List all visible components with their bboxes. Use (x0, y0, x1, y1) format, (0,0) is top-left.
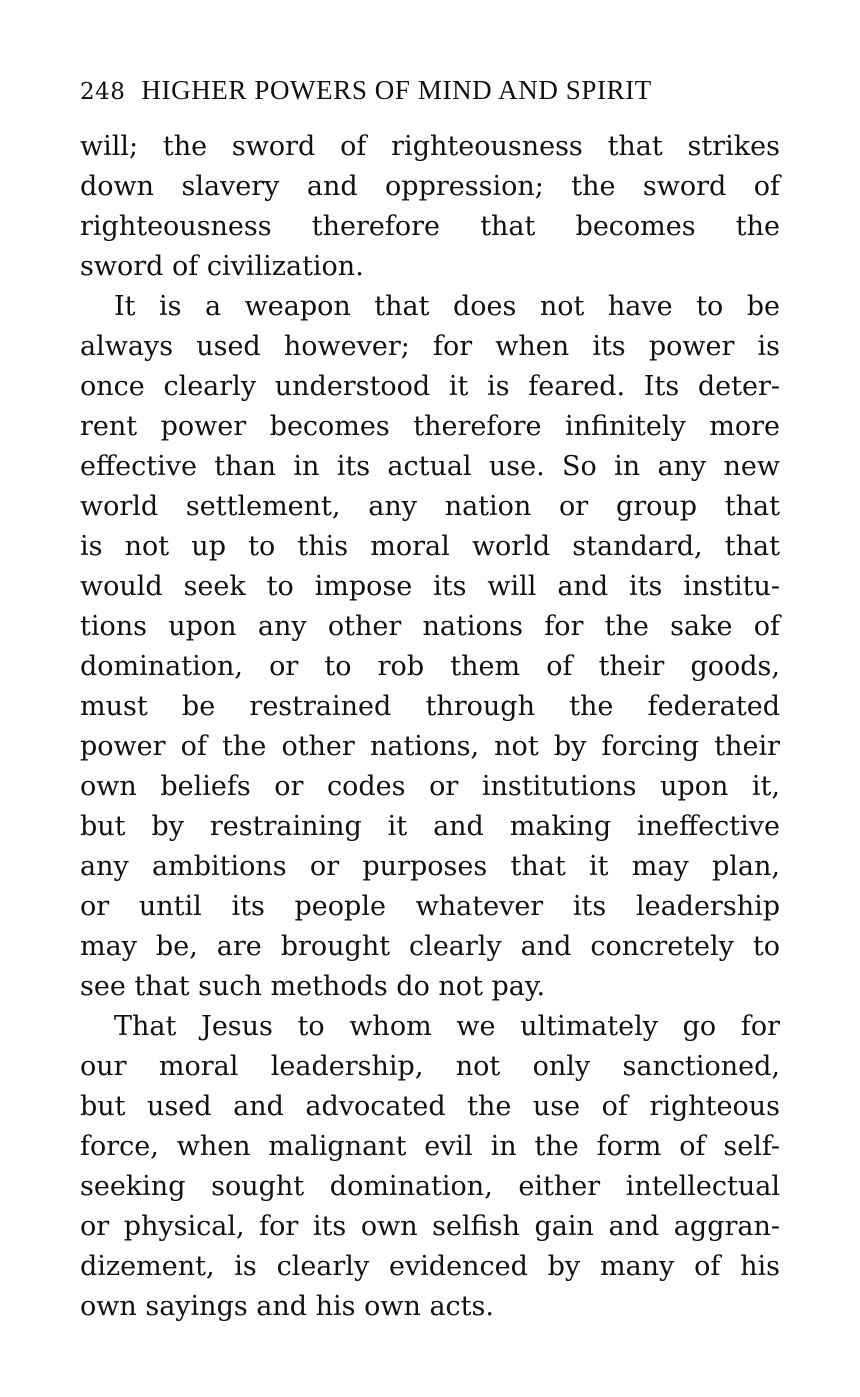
paragraph-2 (80, 287, 780, 1007)
text-line: our moral leadership, not only sanctioned, (80, 1051, 780, 1082)
text-line: effective than in its actual use. So in any new (80, 451, 780, 482)
running-head (80, 74, 784, 108)
text-line: or physical, for its own selfish gain and aggran- (80, 1211, 780, 1242)
text-line: must be restrained through the federated (80, 691, 780, 722)
paragraph-3 (80, 1007, 780, 1327)
text-line: always used however; for when its power is (80, 331, 780, 362)
text-line: It is a weapon that does not have to be (114, 291, 780, 322)
text-line: tions upon any other nations for the sake of (80, 611, 780, 642)
text-line: or until its people whatever its leadership (80, 891, 780, 922)
text-line: righteousness therefore that becomes the (80, 211, 780, 242)
body-text (80, 127, 780, 1327)
text-line: will; the sword of righteousness that strikes (80, 131, 780, 162)
book-title: HIGHER POWERS OF MIND AND SPIRIT (141, 75, 652, 105)
text-line: would seek to impose its will and its institu- (80, 571, 780, 602)
text-line: see that such methods do not pay. (80, 971, 546, 1002)
text-line: down slavery and oppression; the sword of (80, 171, 780, 202)
text-line: but used and advocated the use of righteous (80, 1091, 780, 1122)
text-line: That Jesus to whom we ultimately go for (114, 1011, 780, 1042)
text-line: any ambitions or purposes that it may plan, (80, 851, 780, 882)
text-line: is not up to this moral world standard, that (80, 531, 780, 562)
text-line: own sayings and his own acts. (80, 1291, 494, 1322)
text-line: sword of civilization. (80, 251, 364, 282)
text-line: domination, or to rob them of their goods, (80, 651, 780, 682)
text-line: may be, are brought clearly and concretely to (80, 931, 780, 962)
text-line: power of the other nations, not by forcing their (80, 731, 780, 762)
page-number: 248 (80, 79, 126, 105)
text-line: own beliefs or codes or institutions upon it, (80, 771, 780, 802)
text-line: once clearly understood it is feared. Its deter- (80, 371, 780, 402)
text-line: world settlement, any nation or group that (80, 491, 780, 522)
text-line: seeking sought domination, either intellectual (80, 1171, 780, 1202)
text-line: but by restraining it and making ineffective (80, 811, 780, 842)
text-line: rent power becomes therefore infinitely more (80, 411, 780, 442)
paragraph-1 (80, 127, 780, 287)
text-line: force, when malignant evil in the form of self- (80, 1131, 780, 1162)
text-line: dizement, is clearly evidenced by many of his (80, 1251, 780, 1282)
